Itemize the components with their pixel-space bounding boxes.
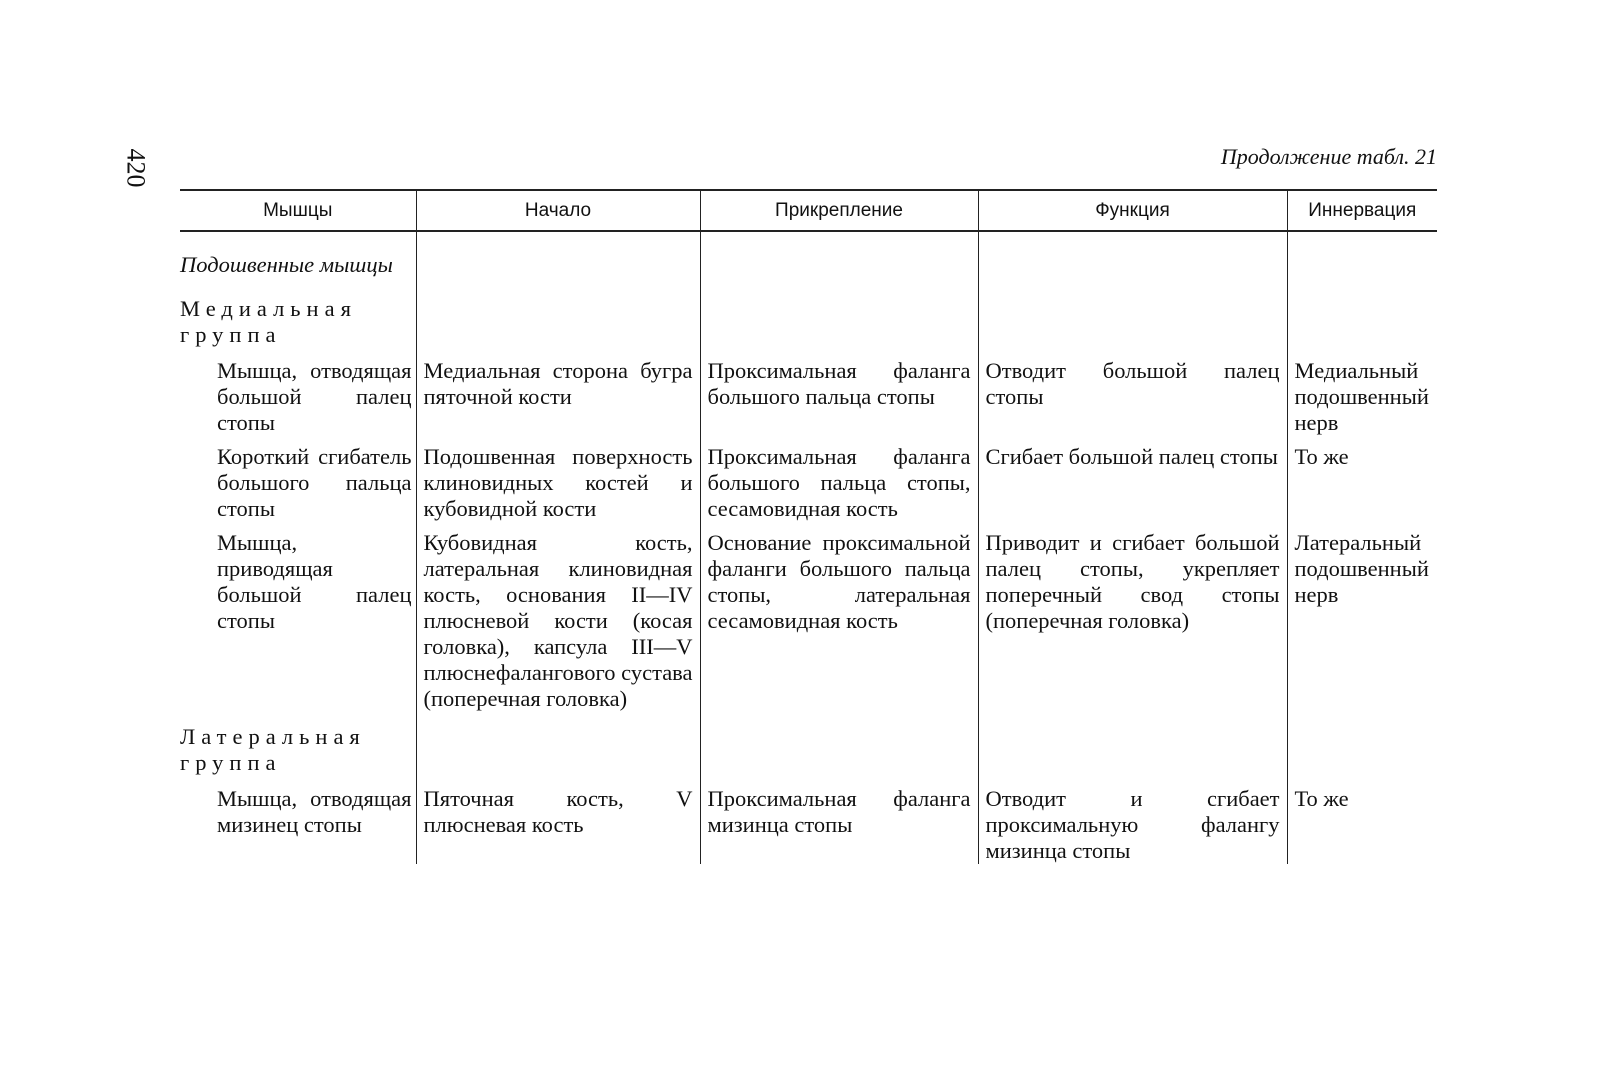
group-title-lateral: Латеральная группа	[180, 724, 366, 775]
muscle-cell: Короткий сгибатель большого пальца стопы	[217, 444, 412, 521]
section-title: Подошвенные мышцы	[180, 252, 393, 277]
group-row	[180, 292, 1437, 358]
function-cell: Отводит большой палец стопы	[978, 358, 1287, 444]
function-cell: Отводит и сгибает проксимальную фалангу мизинца стопы	[978, 786, 1287, 864]
header-function: Функция	[978, 190, 1287, 231]
header-row	[180, 190, 1437, 231]
header-insertion: Прикрепление	[700, 190, 978, 231]
innervation-cell: Медиальный подошвенный нерв	[1287, 358, 1437, 444]
insertion-cell: Проксимальная фаланга большого пальца стопы, сесамовидная кость	[700, 444, 978, 530]
muscle-cell: Мышца, отводящая большой палец стопы	[217, 358, 412, 435]
header-muscles: Мышцы	[180, 190, 416, 231]
muscle-cell: Мышца, отводящая мизинец стопы	[217, 786, 412, 837]
group-row	[180, 720, 1437, 786]
table-row	[180, 530, 1437, 720]
table-body	[180, 231, 1437, 864]
table-continuation-caption: Продолжение табл. 21	[1220, 144, 1437, 169]
header-origin: Начало	[416, 190, 700, 231]
muscle-table	[180, 189, 1437, 864]
origin-cell: Подошвенная поверхность клиновидных костей и кубовидной кости	[416, 444, 700, 530]
origin-cell: Медиальная сторона бугра пяточной кости	[416, 358, 700, 444]
origin-cell: Пяточная кость, V плюсневая кость	[416, 786, 700, 864]
table-row	[180, 358, 1437, 444]
table-row	[180, 786, 1437, 864]
page-number: 420	[121, 148, 151, 188]
innervation-cell: То же	[1287, 444, 1437, 530]
table-row	[180, 444, 1437, 530]
innervation-cell: То же	[1287, 786, 1437, 864]
group-title-medial: Медиальная группа	[180, 296, 357, 347]
header-innervation: Иннервация	[1287, 190, 1437, 231]
insertion-cell: Проксимальная фаланга мизинца стопы	[700, 786, 978, 864]
function-cell: Приводит и сгибает большой палец стопы, укрепляет поперечный свод стопы (поперечная головка)	[978, 530, 1287, 720]
innervation-cell: Латеральный подошвенный нерв	[1287, 530, 1437, 720]
insertion-cell: Проксимальная фаланга большого пальца стопы	[700, 358, 978, 444]
insertion-cell: Основание проксимальной фаланги большого пальца стопы, латеральная сесамовидная кость	[700, 530, 978, 720]
function-cell: Сгибает большой палец стопы	[978, 444, 1287, 530]
table-header	[180, 190, 1437, 231]
muscle-cell: Мышца, приводящая большой палец стопы	[217, 530, 412, 633]
section-row	[180, 231, 1437, 292]
origin-cell: Кубовидная кость, латеральная клиновидная кость, основания II—IV плюсневой кости (косая головка), капсула III—V плюснефалангового сустава (поперечная головка)	[416, 530, 700, 720]
